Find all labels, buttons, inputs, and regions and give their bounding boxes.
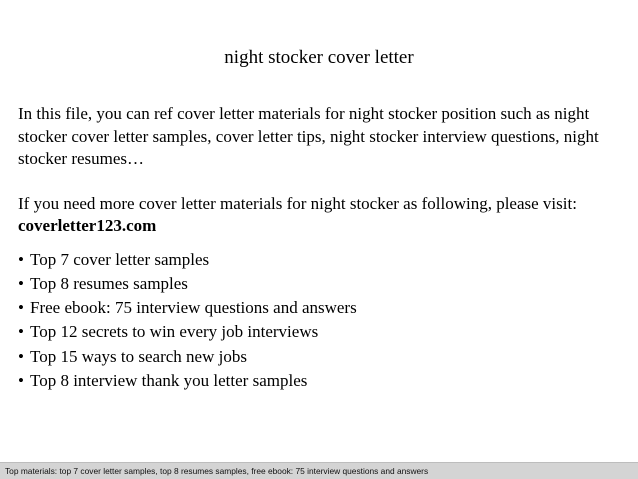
footer-text: Top materials: top 7 cover letter samples, top 8 resumes samples, free ebook: 75 interview questions and answers	[5, 466, 429, 476]
document-body	[18, 103, 622, 393]
list-item	[18, 248, 622, 272]
bullet-icon: •	[18, 249, 24, 269]
list-item	[18, 369, 622, 393]
bullet-icon: •	[18, 370, 24, 390]
list-item	[18, 320, 622, 344]
list-item	[18, 272, 622, 296]
materials-list	[18, 248, 622, 394]
list-item-text: Top 8 resumes samples	[30, 273, 188, 293]
bullet-icon: •	[18, 273, 24, 293]
list-item-text: Top 12 secrets to win every job interviews	[30, 322, 319, 342]
bullet-icon: •	[18, 322, 24, 342]
page-title: night stocker cover letter	[224, 47, 414, 68]
list-item	[18, 345, 622, 369]
bullet-icon: •	[18, 346, 24, 366]
list-item	[18, 296, 622, 320]
site-link[interactable]: coverletter123.com	[18, 216, 157, 235]
list-item-text: Top 15 ways to search new jobs	[30, 346, 247, 366]
list-item-text: Top 7 cover letter samples	[30, 249, 210, 269]
list-item-text: Free ebook: 75 interview questions and answers	[30, 298, 357, 318]
list-item-text: Top 8 interview thank you letter samples	[30, 370, 308, 390]
visit-paragraph: If you need more cover letter materials for night stocker as following, please visit:	[18, 193, 577, 213]
footer-bar	[0, 462, 638, 479]
intro-paragraph: In this file, you can ref cover letter materials for night stocker position such as night stocker cover letter samples, cover letter tips, night stocker interview questions, night stocker resumes…	[18, 104, 599, 168]
bullet-icon: •	[18, 298, 24, 318]
